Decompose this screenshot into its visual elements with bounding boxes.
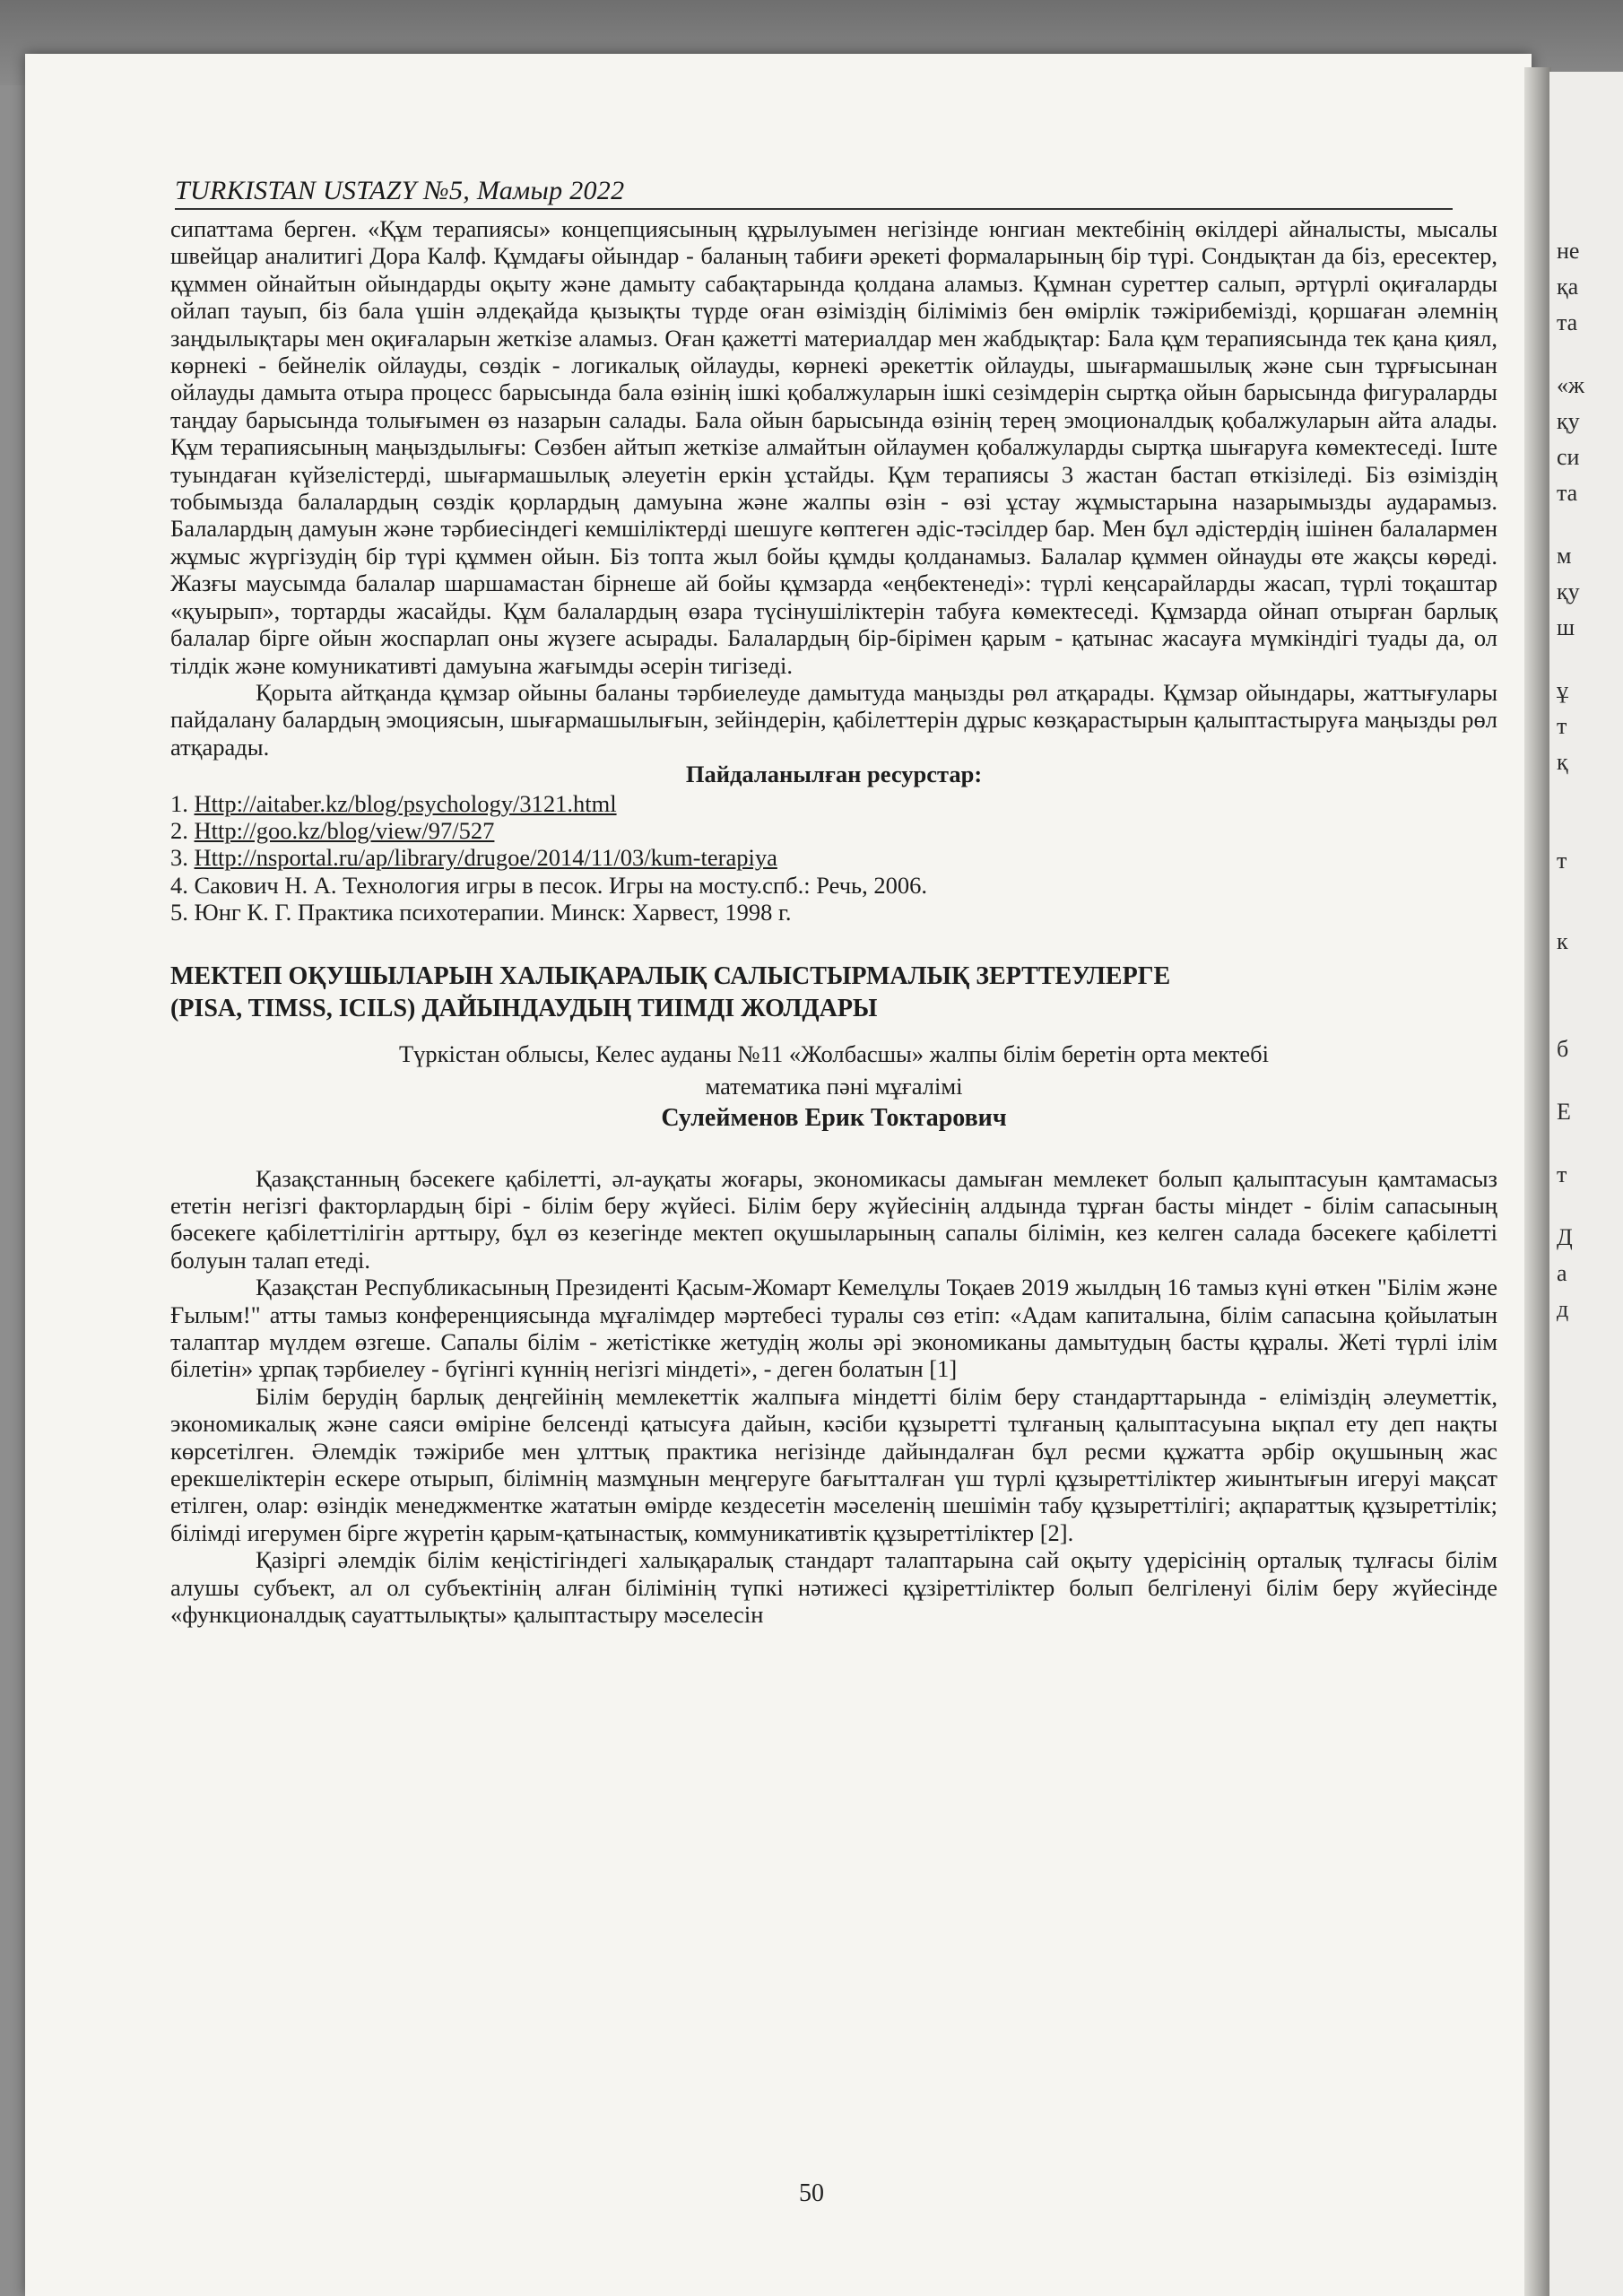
facing-page-fragment: қа	[1557, 274, 1579, 300]
page-content	[170, 215, 1497, 1628]
reference-link[interactable]: Http://goo.kz/blog/view/97/527	[194, 816, 495, 844]
facing-page-fragment: Д	[1557, 1224, 1573, 1250]
references-list	[170, 790, 1497, 926]
body-paragraph: сипаттама берген. «Құм терапиясы» концепциясының құрылуымен негізінде юнгиан мектебінің өкілдері айналысты, мысалы швейцар аналитигі Дора Калф. Құмдағы ойындар - баланың табиғи әрекеті формаларының бір түрі. Сондықтан да біз, ересектер, құммен ойнайтын ойындарды оқыту және дамыту сабақтарында қолдана аламыз. Құмнан суреттер салып, әртүрлі оқиғаларды ойлап тауып, біз бала үшін әлдеқайда қызықты түрде оған өзіміздің біліміміз бен өмірлік тәжірибемізді, қоршаған әлемнің заңдылықтары мен оқиғаларын жеткізе аламыз. Оған қажетті материалдар мен жабдықтар: Бала құм терапиясында тек қана қиял, көрнекі - бейнелік ойлауды, сөздік - логикалық ойлауды, көрнекі әрекеттік ойлауды, шығармашылық және сын тұрғысынан ойлауды дамыта отыра процесс барысында бала өзінің ішкі қобалжуларын ішкі сезімдерін сыртқа ойын барысында фигураларды таңдау барысында толығымен өз назарын салады. Бала ойын барысында өзінің терең эмоционалдық қобалжуларын айта алады. Құм терапиясының маңыздылығы: Сөзбен айтып жеткізе алмайтын ойлаумен қобалжуларды сыртқа шығаруға көмектеседі. Іште туындаған күйзелістерді, шығармашылық әлеуетін еркін ұстайды. Құм терапиясы 3 жастан бастап өткізіледі. Біз өзіміздің тобымызда балалардың сөздік қорлардың дамуына және жалпы өзін - өзі ұстау жұмыстарына назарымызды аударамыз. Балалардың дамуын және тәрбиесіндегі кемшіліктерді шешуге көптеген әдіс-тәсілдер бар. Мен бұл әдістердің ішінен балалармен жұмыс жүргізудің бір түрі құммен ойын. Біз топта жыл бойы құмды қолданамыз. Балалар құммен ойнауды өте жақсы көреді. Жазғы маусымда балалар шаршамастан бірнеше ай бойы құмзарда «еңбектенеді»: түрлі кеңсарайларды жасап, түрлі тоқаштар «қуырып», тортарды жасайды. Құм балалардың өзара түсінушіліктерін табуға көмектеседі. Құмзарда ойнап отырған барлық балалар бірге ойын жоспарлап оны жүзеге асырады. Балалардың бір-бірімен қарым - қатынас жасауға мүмкіндігі туады да, ол тілдік және комуникативті дамуына жағымды әсерін тигізеді.	[170, 215, 1497, 679]
article-title: МЕКТЕП ОҚУШЫЛАРЫН ХАЛЫҚАРАЛЫҚ САЛЫСТЫРМАЛЫҚ ЗЕРТТЕУЛЕРГЕ (PISA, TIMSS, ICILS) ДАЙЫНДАУДЫҢ ТИІМДІ ЖОЛДАРЫ	[170, 961, 1171, 1022]
reference-item: 3. Http://nsportal.ru/ap/library/drugoe/2014/11/03/kum-terapiya	[170, 844, 777, 872]
author-name: Сулейменов Ерик Токтарович	[661, 1103, 1007, 1132]
body-paragraph: Білім берудің барлық деңгейінің мемлекеттік жалпыға міндетті білім беру стандарттарында - еліміздің әлеуметтік, экономикалық және саяси өміріне белсенді қатысуға дайын, кәсіби құзыретті тұлғаның қалыптасуына ықпал ету деп нақты көрсетілген. Әлемдік тәжірибе мен ұлттық практика негізінде дайындалған бұл ресми құжатта әрбір оқушының жас ерекшеліктерін ескере отырып, білімнің мазмұнын меңгеруге бағытталған үш түрлі құзыреттіліктер жиынтығын игеруі мақсат етілген, олар: өзіндік менеджментке жататын өмірде кездесетін мәселенің шешімін табу құзыреттілігі; ақпараттық құзыреттілік; білімді игерумен бірге жүретін қарым-қатынастық, коммуникативтік құзыреттіліктер [2].	[170, 1382, 1497, 1546]
reference-link[interactable]: Http://nsportal.ru/ap/library/drugoe/2014/11/03/kum-terapiya	[194, 844, 777, 872]
facing-page-fragment: не	[1557, 238, 1580, 264]
reference-item: 4. Сакович Н. А. Технология игры в песок. Игры на мосту.спб.: Речь, 2006.	[170, 871, 927, 899]
facing-page-fragment: си	[1557, 444, 1580, 470]
facing-page-fragment: б	[1557, 1036, 1569, 1062]
facing-page-fragment: т	[1557, 1161, 1567, 1187]
facing-page-fragment: ұ	[1557, 677, 1568, 703]
body-paragraph: Қазақстан Республикасының Президенті Қасым-Жомарт Кемелұлы Тоқаев 2019 жылдың 16 тамыз күні өткен "Білім және Ғылым!" атты тамыз конференциясында мұғалімдер мәртебесі туралы сөз етіп: «Адам капиталына, білім сапасына қойылатын талаптар мүлдем өзгеше. Сапалы білім - жетістікке жетудің жолы әрі экономиканы дамытудың басты құралы. Жеті түрлі ілім білетін» ұрпақ тәрбиелеу - бүгінгі күннің негізгі міндеті», - деген болатын [1]	[170, 1274, 1497, 1383]
journal-header: TURKISTAN USTAZY №5, Мамыр 2022	[175, 176, 1453, 210]
facing-page-fragment: д	[1557, 1296, 1569, 1322]
facing-page-fragment: а	[1557, 1260, 1567, 1286]
reference-item: 2. Http://goo.kz/blog/view/97/527	[170, 816, 495, 844]
facing-page-fragment: та	[1557, 309, 1578, 335]
body-paragraph: Қазақстанның бәсекеге қабілетті, әл-ауқаты жоғары, экономикасы дамыған мемлекет болып қалыптасуын қамтамасыз ететін негізгі факторлардың бірі - білім беру жүйесі. Білім беру жүйесінің алдында тұрған басты міндет - білім сапасының бәсекеге қабілеттілігін арттыру, бұл өз кезегінде мектеп оқушыларының сапалы білімін, кез келген салада бәсекеге қабілетті болуын талап етеді.	[170, 1164, 1497, 1274]
book-spine-shadow	[1524, 67, 1551, 2296]
facing-page-fragment: қ	[1557, 749, 1568, 775]
facing-page-fragment: к	[1557, 928, 1568, 954]
facing-page-fragment: т	[1557, 713, 1567, 739]
facing-page-fragment: ш	[1557, 614, 1575, 640]
facing-page-fragment: қу	[1557, 408, 1580, 434]
facing-page-fragment: «ж	[1557, 372, 1584, 398]
references-heading: Пайдаланылған ресурстар:	[685, 761, 983, 788]
facing-page-fragment: Е	[1557, 1099, 1571, 1125]
facing-page-fragment: т	[1557, 848, 1567, 874]
facing-page-fragment: та	[1557, 480, 1578, 506]
conclusion-paragraph: Қорыта айтқанда құмзар ойыны баланы тәрбиелеуде дамытуда маңызды рөл атқарады. Құмзар ойындары, жаттығулары пайдалану балардың эмоциясын, шығармашылығын, зейіндерін, қабілеттерін дұрыс көзқарастырын қалыптастыруға маңызды рөл атқарады.	[170, 678, 1497, 761]
author-affiliation: Түркістан облысы, Келес ауданы №11 «Жолбасшы» жалпы білім беретін орта мектебі математика пәні мұғалімі	[399, 1039, 1269, 1100]
facing-page-fragment: қу	[1557, 578, 1580, 604]
reference-item: 1. Http://aitaber.kz/blog/psychology/3121.html	[170, 789, 617, 817]
facing-page-edge	[1549, 72, 1623, 2296]
page-number: 50	[799, 2179, 824, 2207]
reference-link[interactable]: Http://aitaber.kz/blog/psychology/3121.html	[194, 789, 617, 817]
body-paragraph: Қазіргі әлемдік білім кеңістігіндегі халықаралық стандарт талаптарына сай оқыту үдерісінің орталық тұлғасы білім алушы субъект, ал ол субъектінің алған білімінің түпкі нәтижесі құзіреттіліктер болып белгіленуі білім беру жүйесінде «функционалдық сауаттылықты» қалыптастыру мәселесін	[170, 1546, 1497, 1629]
facing-page-fragment: м	[1557, 543, 1572, 569]
reference-item: 5. Юнг К. Г. Практика психотерапии. Минск: Харвест, 1998 г.	[170, 899, 792, 926]
